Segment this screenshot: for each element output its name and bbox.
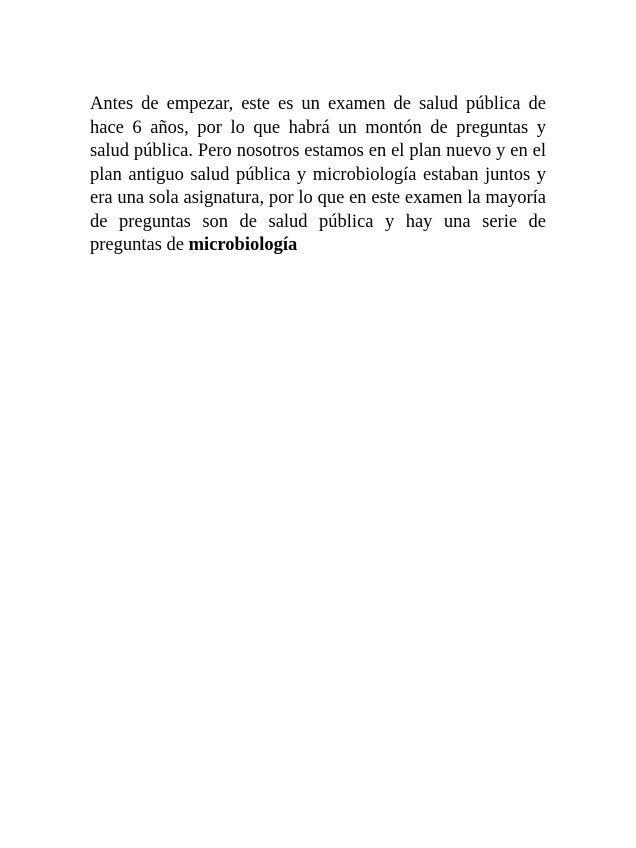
paragraph-text: Antes de empezar, este es un examen de salud pública de hace 6 años, por lo que habrá un montón de preguntas y salud pública. Pero nosotros estamos en el plan nuevo y en el plan antiguo salud pública y microbiología estaban juntos y era una sola asignatura, por lo que en este examen la mayoría de preguntas son de salud pública y hay una serie de preguntas de — [90, 94, 546, 255]
emphasis-word: microbiología — [188, 235, 298, 255]
intro-paragraph — [90, 93, 546, 258]
